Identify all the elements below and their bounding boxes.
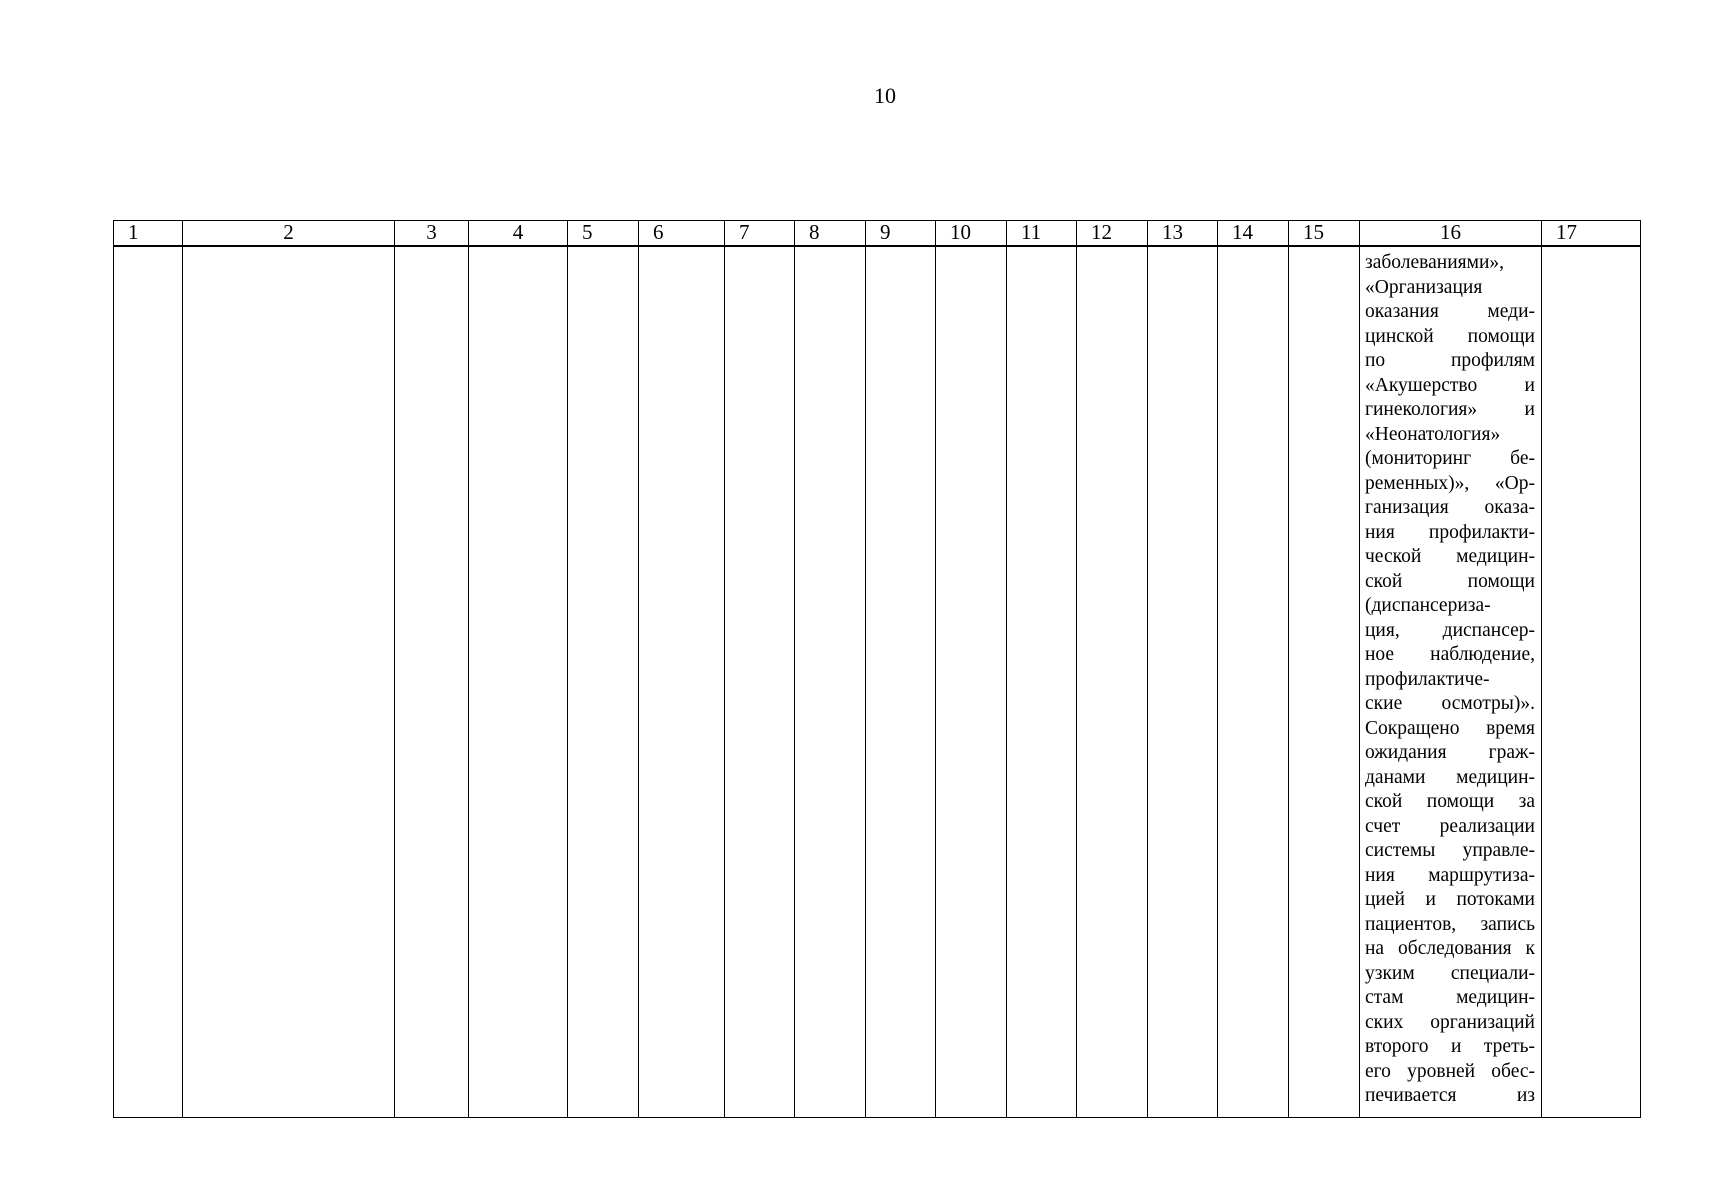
text-line: ное наблюдение, (1365, 644, 1535, 665)
text-line: ния профилакти- (1365, 521, 1535, 543)
cell-col-3 (395, 246, 469, 1118)
cell-col-9 (866, 246, 936, 1118)
text-line: стам медицин- (1365, 987, 1535, 1008)
cell-col-11 (1007, 246, 1077, 1118)
cell-col-14 (1218, 246, 1289, 1118)
text-line: гинекология» и (1365, 399, 1535, 420)
text-line: цией и потоками (1365, 889, 1535, 910)
column-header-7: 7 (725, 221, 795, 247)
text-line: профилактиче- (1365, 668, 1490, 690)
text-line: данами медицин- (1365, 766, 1535, 788)
cell-col-7 (725, 246, 795, 1118)
cell-col-5 (568, 246, 639, 1118)
cell-col-10 (936, 246, 1007, 1118)
column-header-14: 14 (1218, 221, 1289, 247)
column-header-5: 5 (568, 221, 639, 247)
data-table (113, 220, 1641, 1118)
text-line: пациентов, запись (1365, 913, 1535, 935)
page-number: 10 (874, 83, 896, 108)
cell-col-6 (639, 246, 725, 1118)
column-header-9: 9 (866, 221, 936, 247)
text-line: ской помощи за (1365, 791, 1535, 812)
text-line: ожидания граж- (1365, 742, 1535, 763)
cell-col-17 (1542, 246, 1641, 1118)
header-row (114, 221, 1641, 247)
text-line: по профилям (1365, 350, 1535, 371)
text-line: печивается из (1365, 1085, 1535, 1106)
cell-col-4 (469, 246, 568, 1118)
column-header-15: 15 (1289, 221, 1360, 247)
cell-col-1 (114, 246, 183, 1118)
column-header-13: 13 (1148, 221, 1218, 247)
text-line: системы управле- (1365, 840, 1535, 861)
text-line: заболеваниями», (1365, 252, 1505, 273)
text-line: ские осмотры)». (1365, 693, 1535, 714)
column-header-4: 4 (469, 221, 568, 247)
cell-16-text (1360, 247, 1541, 1109)
text-line: счет реализации (1365, 815, 1535, 837)
text-line: «Неонатология» (1365, 423, 1501, 445)
text-line: «Организация (1365, 276, 1483, 298)
text-line: узким специали- (1365, 962, 1535, 984)
column-header-6: 6 (639, 221, 725, 247)
cell-col-13 (1148, 246, 1218, 1118)
cell-col-8 (795, 246, 866, 1118)
text-line: оказания меди- (1365, 301, 1535, 322)
column-header-3: 3 (395, 221, 469, 247)
text-line: (мониторинг бе- (1365, 448, 1535, 469)
column-header-10: 10 (936, 221, 1007, 247)
column-header-2: 2 (183, 221, 395, 247)
text-line: ция, диспансер- (1365, 619, 1535, 641)
text-line: ской помощи (1365, 570, 1535, 592)
text-line: цинской помощи (1365, 325, 1535, 347)
text-line: ческой медицин- (1365, 546, 1535, 567)
column-header-12: 12 (1077, 221, 1148, 247)
cell-col-12 (1077, 246, 1148, 1118)
text-line: ганизация оказа- (1365, 497, 1535, 518)
column-header-11: 11 (1007, 221, 1077, 247)
text-line: ских организаций (1365, 1011, 1535, 1033)
text-line: на обследования к (1365, 938, 1535, 959)
text-line: ния маршрутиза- (1365, 864, 1535, 886)
text-line: «Акушерство и (1365, 374, 1535, 396)
column-header-16: 16 (1360, 221, 1542, 247)
column-header-8: 8 (795, 221, 866, 247)
text-line: Сокращено время (1365, 717, 1535, 739)
column-header-1: 1 (114, 221, 183, 247)
cell-col-15 (1289, 246, 1360, 1118)
table-row (114, 246, 1641, 1118)
column-header-17: 17 (1542, 221, 1641, 247)
text-line: его уровней обес- (1365, 1060, 1535, 1082)
cell-col-2 (183, 246, 395, 1118)
cell-col-16 (1360, 246, 1542, 1118)
text-line: второго и треть- (1365, 1036, 1535, 1057)
text-line: ременных)», «Ор- (1365, 472, 1535, 494)
text-line: (диспансериза- (1365, 595, 1491, 616)
